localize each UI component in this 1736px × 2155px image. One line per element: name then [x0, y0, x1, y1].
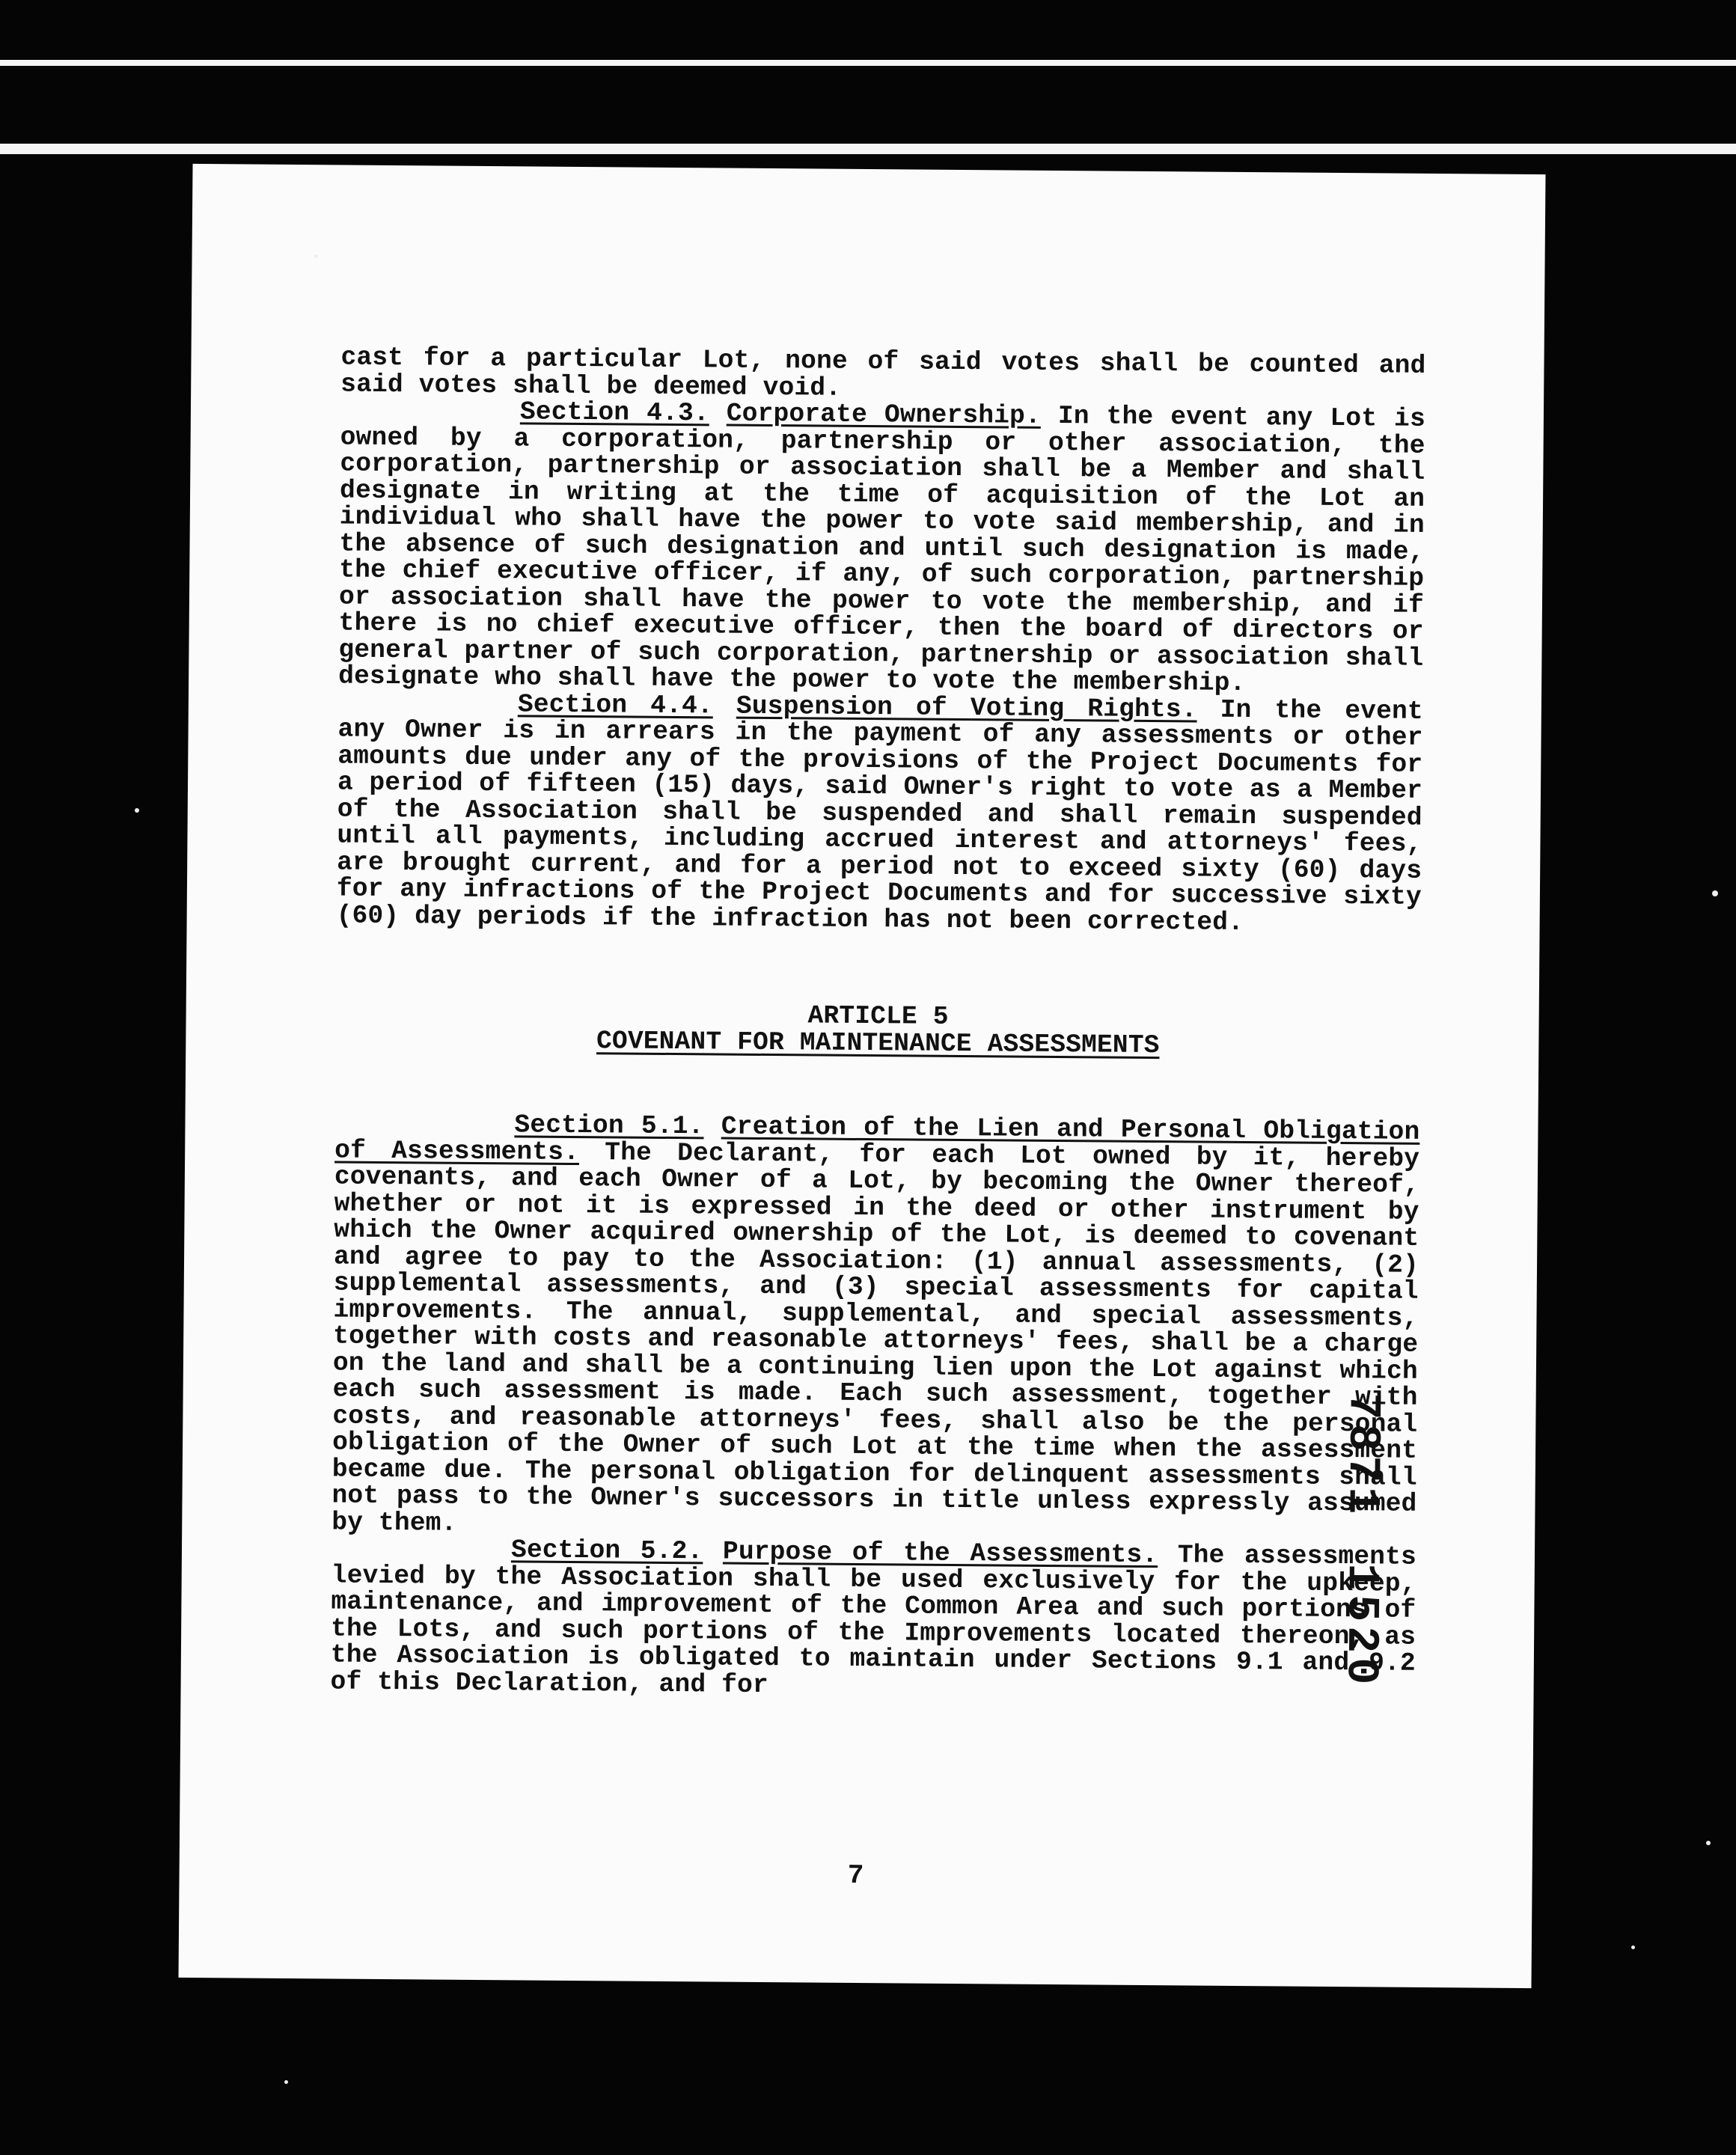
- section-title: Purpose of the Assessments.: [722, 1537, 1158, 1571]
- scan-speck: [314, 254, 318, 258]
- scan-page-edge-rule: [0, 144, 1736, 154]
- paragraph-text: In the event any Lot is owned by a corporation, partnership or other association, the corporation, partnership or association shall be a Member and shall designate in writing at the time of acquisition of the Lot an individual who shall have the power to vote said membership, and in the absence of such designation and until such designation is made, the chief executive officer, if any, of such corporation, partnership or association shall have the power to vote the membership, and if there is no chief executive officer, then the board of directors or general partner of such corporation, partnership or association shall designate who shall have the power to vote the membership.: [338, 401, 1426, 699]
- stamp-book-number: 7871: [1336, 1392, 1388, 1519]
- section-title: Suspension of Voting Rights.: [736, 691, 1197, 725]
- scan-speck: [1706, 1841, 1711, 1845]
- section-title: Creation of the Lien and Personal Obligation of Assessments.: [334, 1112, 1420, 1167]
- recording-stamp: [1252, 1392, 1388, 1690]
- article-label: ARTICLE 5: [807, 1001, 949, 1032]
- scan-speck: [284, 2080, 288, 2084]
- section-title: Corporate Ownership.: [726, 399, 1042, 431]
- section-number: Section 5.2.: [510, 1535, 703, 1567]
- document-page: [179, 164, 1546, 1988]
- scan-top-rule: [0, 60, 1736, 66]
- scan-speck: [1631, 1945, 1635, 1949]
- scan-speck: [1712, 890, 1718, 896]
- article-heading: [335, 999, 1421, 1060]
- paragraph-text: cast for a particular Lot, none of said votes shall be counted and said votes shall be deemed void.: [340, 343, 1426, 403]
- stamp-page-number: 1520: [1334, 1563, 1387, 1690]
- page-number: 7: [847, 1859, 864, 1892]
- paragraph-text: The assessments levied by the Association shall be used exclusively for the upkeep, maintenance, and improvement of the Common Area and such portions of the Lots, and such portions of the Improvements located thereon, as the Association is obligated to maintain under Sections 9.1 and 9.2 of this Declaration, and for: [330, 1541, 1417, 1700]
- paragraph: [338, 397, 1425, 698]
- paragraph-text: The Declarant, for each Lot owned by it, hereby covenants, and each Owner of a Lot, by becoming the Owner thereof, whether or not it is expressed in the deed or other instrument by which the Owner acquired ownership of the Lot, is deemed to covenant and agree to pay to the Association: (1) annual assessments, (2) supplemental assessments, and (3) special assessments for capital improvements. The annual, supplemental, and special assessments, together with costs and reasonable attorneys' fees, shall be a charge on the land and shall be a continuing lien upon the Lot against which each such assessment is made. Each such assessment, together with costs, and reasonable attorneys' fees, shall also be the personal obligation of the Owner of such Lot at the time when the assessment became due. The personal obligation for delinquent assessments shall not pass to the Owner's successors in title unless expressly assumed by them.: [331, 1137, 1420, 1538]
- article-title: COVENANT FOR MAINTENANCE ASSESSMENTS: [596, 1026, 1160, 1060]
- paragraph-text: In the event any Owner is in arrears in the payment of any assessments or other amounts due under any of the provisions of the Project Documents for a period of fifteen (15) days, said Owner's right to vote as a Member of the Association shall be suspended and shall remain suspended until all payments, including accrued interest and attorneys' fees, are brought current, and for a period not to exceed sixty (60) days for any infractions of the Project Documents and for successive sixty (60) day periods if the infraction has not been corrected.: [336, 695, 1424, 938]
- paragraph: [340, 345, 1426, 406]
- section-block-article-4: [337, 345, 1426, 938]
- section-number: Section 5.1.: [514, 1110, 704, 1142]
- paragraph: [337, 690, 1423, 938]
- section-number: Section 4.3.: [519, 397, 710, 429]
- section-number: Section 4.4.: [517, 689, 714, 721]
- scan-speck: [135, 808, 139, 813]
